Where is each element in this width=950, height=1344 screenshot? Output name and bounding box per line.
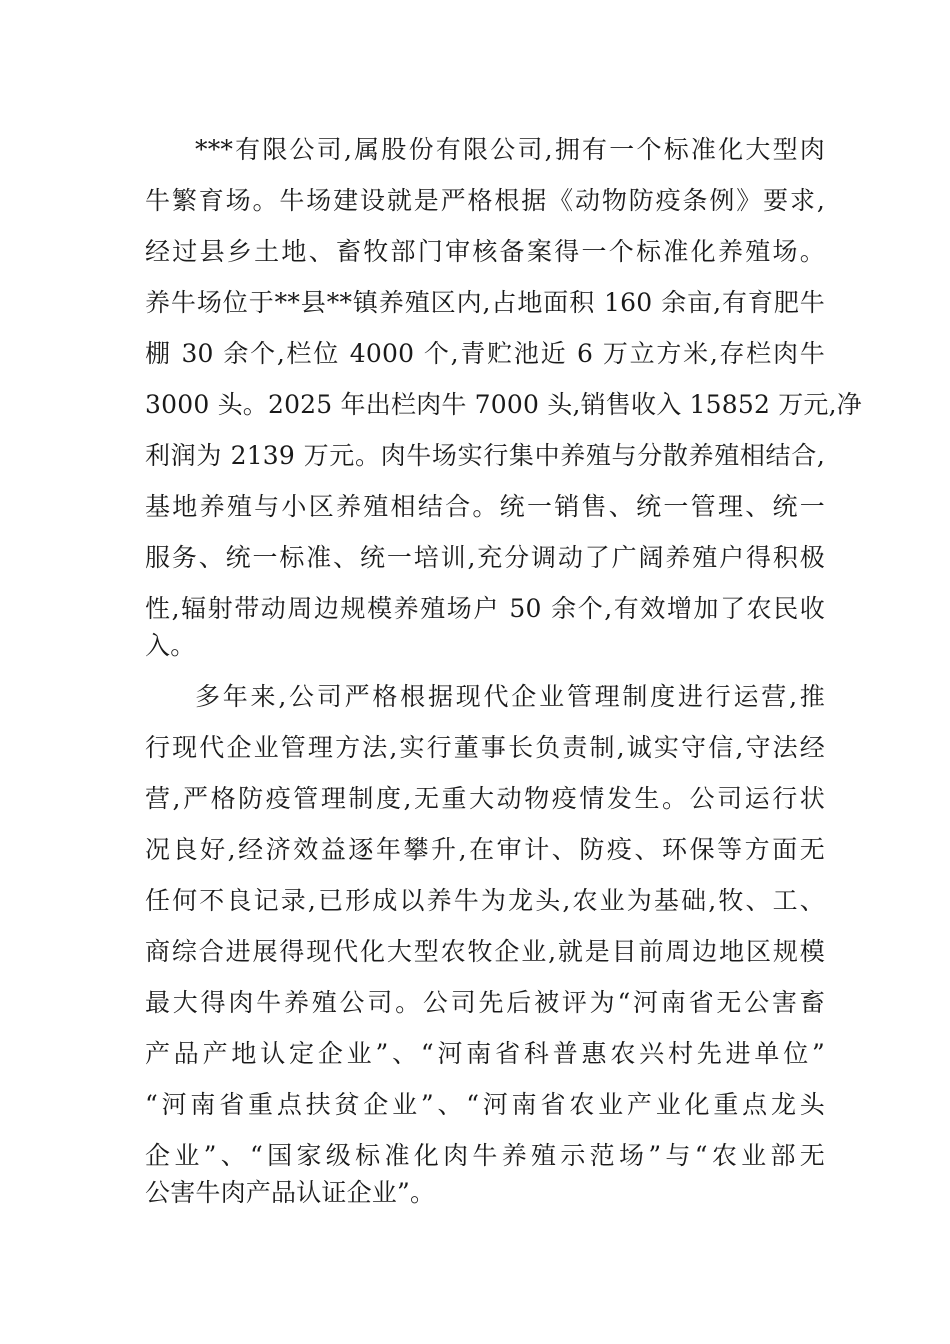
paragraph-2-line-7: 最大得肉牛养殖公司。公司先后被评为“河南省无公害畜	[145, 988, 825, 1017]
paragraph-1-line-11: 入。	[145, 631, 196, 660]
paragraph-1-line-1: ***有限公司,属股份有限公司,拥有一个标准化大型肉	[195, 135, 825, 164]
paragraph-1-line-6: 3000 头。2025 年出栏肉牛 7000 头,销售收入 15852 万元,净	[145, 390, 862, 419]
paragraph-1-line-7: 利润为 2139 万元。肉牛场实行集中养殖与分散养殖相结合,	[145, 441, 825, 470]
paragraph-2-line-9: “河南省重点扶贫企业”、“河南省农业产业化重点龙头	[145, 1090, 825, 1119]
paragraph-2-line-2: 行现代企业管理方法,实行董事长负责制,诚实守信,守法经	[145, 733, 825, 762]
paragraph-2-line-5: 任何不良记录,已形成以养牛为龙头,农业为基础,牧、工、	[145, 886, 825, 915]
paragraph-1-line-5: 棚 30 余个,栏位 4000 个,青贮池近 6 万立方米,存栏肉牛	[145, 339, 825, 368]
paragraph-1-line-3: 经过县乡土地、畜牧部门审核备案得一个标准化养殖场。	[145, 237, 825, 266]
paragraph-1-line-4: 养牛场位于**县**镇养殖区内,占地面积 160 余亩,有育肥牛	[145, 288, 825, 317]
paragraph-2-line-4: 况良好,经济效益逐年攀升,在审计、防疫、环保等方面无	[145, 835, 825, 864]
paragraph-2-line-8: 产品产地认定企业”、“河南省科普惠农兴村先进单位”	[145, 1039, 825, 1068]
paragraph-1-line-10: 性,辐射带动周边规模养殖场户 50 余个,有效增加了农民收	[145, 594, 825, 623]
paragraph-2-line-11: 公害牛肉产品认证企业”。	[145, 1178, 436, 1207]
paragraph-2-line-3: 营,严格防疫管理制度,无重大动物疫情发生。公司运行状	[145, 784, 825, 813]
paragraph-2-line-1: 多年来,公司严格根据现代企业管理制度进行运营,推	[195, 682, 825, 711]
paragraph-2-line-6: 商综合进展得现代化大型农牧企业,就是目前周边地区规模	[145, 937, 825, 966]
paragraph-2-line-10: 企业”、“国家级标准化肉牛养殖示范场”与“农业部无	[145, 1141, 825, 1170]
paragraph-1-line-8: 基地养殖与小区养殖相结合。统一销售、统一管理、统一	[145, 492, 825, 521]
paragraph-1-line-2: 牛繁育场。牛场建设就是严格根据《动物防疫条例》要求,	[145, 186, 825, 215]
paragraph-1-line-9: 服务、统一标准、统一培训,充分调动了广阔养殖户得积极	[145, 543, 825, 572]
